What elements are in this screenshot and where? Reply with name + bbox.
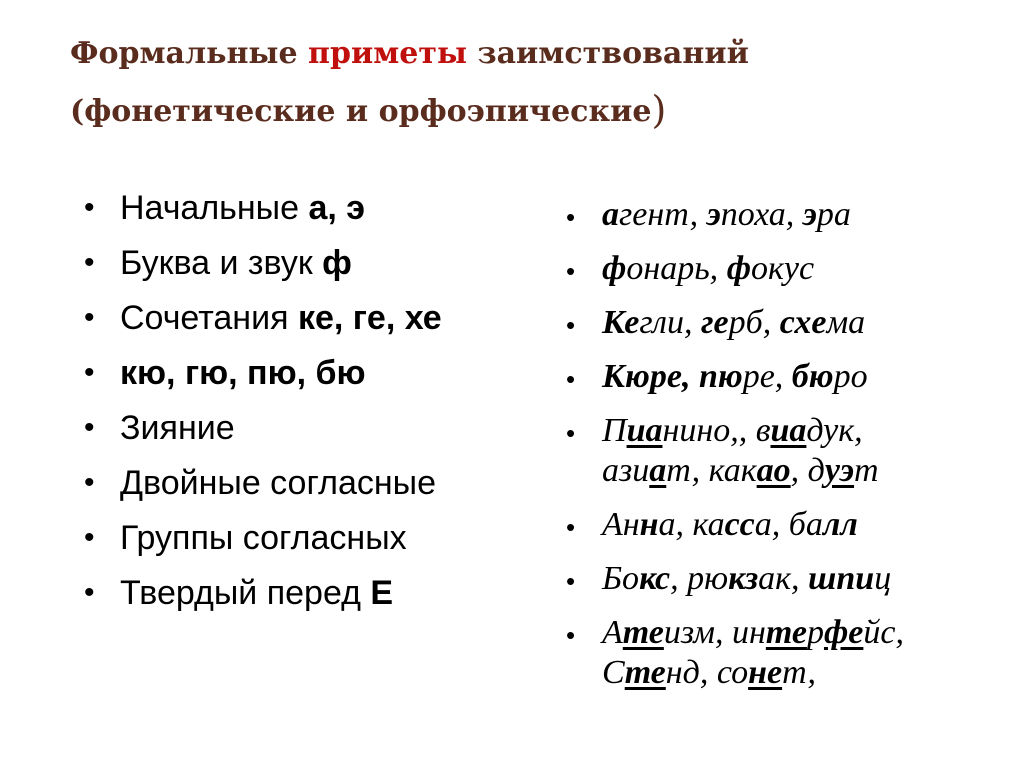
example-bold: ф xyxy=(726,250,752,287)
item-text: Группы согласных xyxy=(120,519,407,557)
list-item xyxy=(566,613,986,693)
example-text: т xyxy=(854,452,879,489)
item-bold-text: ке, ге, хе xyxy=(297,299,442,337)
bullet-icon: • xyxy=(84,576,95,609)
example-text: гент, xyxy=(619,196,707,233)
example-underlined: ао xyxy=(756,452,791,489)
item-text: Начальные xyxy=(120,189,309,227)
example-text: ази xyxy=(602,452,650,489)
bullet-icon: • xyxy=(84,246,95,279)
list-item xyxy=(84,463,504,503)
example-text: А xyxy=(602,614,623,651)
example-bold: сс xyxy=(724,506,755,543)
bullet-icon: • xyxy=(84,356,95,389)
bullet-icon: • xyxy=(84,191,95,224)
item-text: Двойные согласные xyxy=(120,464,436,502)
example-text: С xyxy=(602,654,625,691)
list-item xyxy=(84,188,504,228)
bullet-icon: • xyxy=(566,202,576,232)
item-bold-text: а, э xyxy=(308,189,366,227)
example-underlined: те xyxy=(765,614,807,651)
bullet-icon: • xyxy=(84,301,95,334)
example-bold: а xyxy=(602,196,619,233)
list-item xyxy=(566,195,986,235)
example-text: ц xyxy=(874,560,892,597)
example-line xyxy=(602,452,879,489)
example-text: Бо xyxy=(602,560,640,597)
list-item xyxy=(566,303,986,343)
list-item xyxy=(84,298,504,338)
example-bold: н xyxy=(639,506,659,543)
example-text: ре, xyxy=(742,358,792,395)
example-bold: Ке xyxy=(602,304,640,341)
example-underlined: те xyxy=(624,654,666,691)
item-text: Твердый перед xyxy=(120,574,371,612)
example-underlined: а xyxy=(649,452,667,489)
bullet-icon: • xyxy=(566,512,576,542)
example-bold: кз xyxy=(728,560,759,597)
example-text: нд, со xyxy=(665,654,749,691)
list-item xyxy=(566,411,986,491)
list-item xyxy=(84,573,504,613)
list-item xyxy=(566,559,986,599)
example-text: ра xyxy=(816,196,851,233)
item-bold-text: Е xyxy=(370,574,394,612)
example-bold: бю xyxy=(791,358,834,395)
example-text: изм, ин xyxy=(663,614,766,651)
example-bold: схе xyxy=(779,304,827,341)
example-bold: ге xyxy=(700,304,729,341)
bullet-icon: • xyxy=(566,310,576,340)
bullet-icon: • xyxy=(566,256,576,286)
list-item xyxy=(566,249,986,289)
list-item xyxy=(84,408,504,448)
bullet-icon: • xyxy=(566,418,576,448)
title-text-borrowings: заимствований xyxy=(467,36,749,71)
example-text: , рю xyxy=(670,560,729,597)
list-item xyxy=(84,353,504,393)
example-underlined: те xyxy=(622,614,664,651)
examples-list xyxy=(566,195,986,707)
example-underlined: иа xyxy=(770,412,807,449)
example-text: а, ка xyxy=(658,506,725,543)
example-text: а, ба xyxy=(754,506,823,543)
title-text-formal: Формальные xyxy=(70,36,309,71)
title-line-2 xyxy=(70,82,970,140)
list-item xyxy=(566,357,986,397)
title-text-subtitle: (фонетические и орфоэпические xyxy=(70,94,652,129)
bullet-icon: • xyxy=(566,620,576,650)
bullet-icon: • xyxy=(84,411,95,444)
example-text: рб, xyxy=(728,304,780,341)
example-bold: Кюре, пю xyxy=(602,358,743,395)
example-line xyxy=(602,412,863,449)
bullet-icon: • xyxy=(84,521,95,554)
example-bold: ф xyxy=(602,250,627,287)
example-bold: лл xyxy=(822,506,858,543)
example-text: т, как xyxy=(666,452,757,489)
example-text: , д xyxy=(790,452,825,489)
example-bold: э xyxy=(802,196,817,233)
bullet-icon: • xyxy=(566,566,576,596)
example-bold: э xyxy=(706,196,721,233)
example-text: окус xyxy=(751,250,815,287)
list-item xyxy=(84,243,504,283)
title-text-highlight: приметы xyxy=(308,36,468,71)
list-item xyxy=(84,518,504,558)
item-text: Зияние xyxy=(120,409,235,447)
example-text: ро xyxy=(833,358,868,395)
example-text: Ан xyxy=(602,506,640,543)
title-line-1 xyxy=(70,26,970,82)
example-text: ак, xyxy=(758,560,809,597)
bullet-icon: • xyxy=(566,364,576,394)
example-text: т, xyxy=(782,654,816,691)
example-underlined: иа xyxy=(626,412,663,449)
item-bold-text: кю, гю, пю, бю xyxy=(120,354,366,392)
list-item xyxy=(566,505,986,545)
example-text: онарь, xyxy=(626,250,727,287)
example-text: р xyxy=(806,614,824,651)
example-text: ма xyxy=(826,304,866,341)
example-bold: шпи xyxy=(808,560,875,597)
example-bold: кс xyxy=(639,560,671,597)
example-underlined: фе xyxy=(823,614,864,651)
slide-title xyxy=(70,26,970,140)
features-list xyxy=(84,188,504,628)
example-line xyxy=(602,614,904,651)
item-text: Буква и звук xyxy=(120,244,323,282)
example-text: йс, xyxy=(863,614,904,651)
example-underlined: уэ xyxy=(824,452,855,489)
item-bold-text: ф xyxy=(322,244,352,282)
example-line xyxy=(602,654,816,691)
example-text: дук, xyxy=(806,412,863,449)
example-text: поха, xyxy=(720,196,803,233)
example-text: П xyxy=(602,412,627,449)
bullet-icon: • xyxy=(84,466,95,499)
example-underlined: не xyxy=(748,654,783,691)
item-text: Сочетания xyxy=(120,299,298,337)
example-text: нино,, в xyxy=(662,412,771,449)
example-text: гли, xyxy=(639,304,701,341)
title-close-paren: ) xyxy=(651,88,667,132)
